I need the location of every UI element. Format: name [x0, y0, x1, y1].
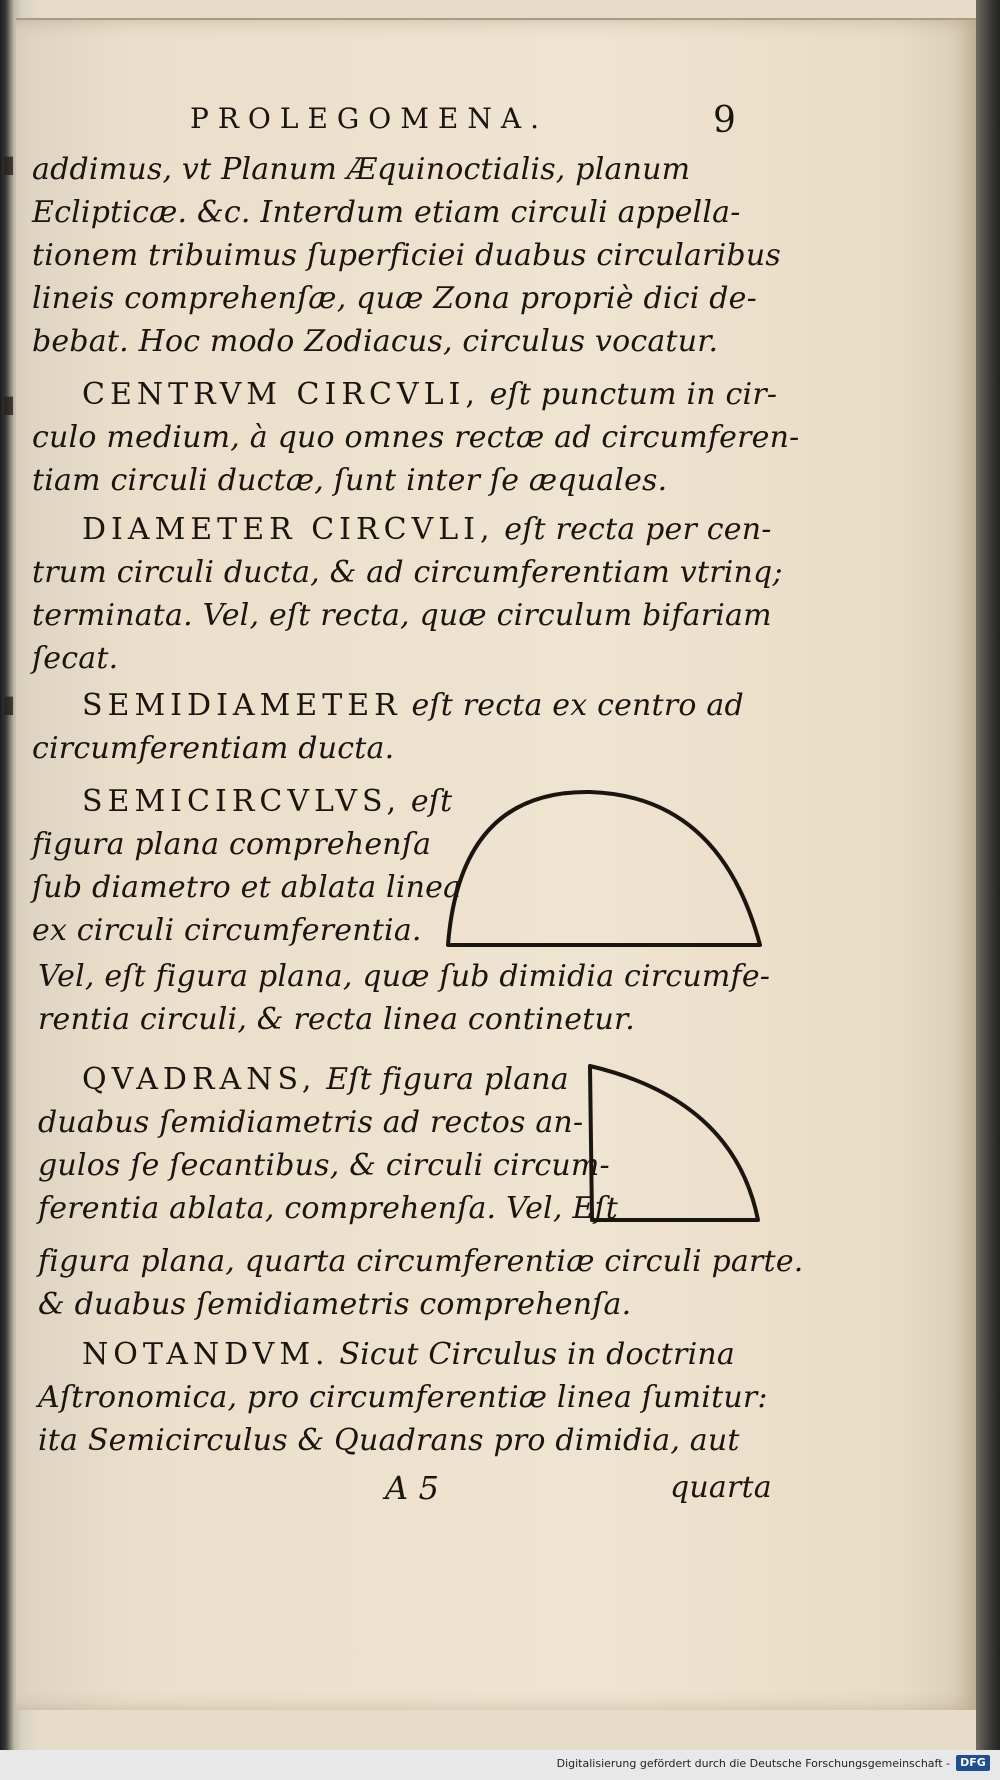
text-line: Aſtronomica, pro circumferentiæ linea ſumitur: [38, 1380, 768, 1415]
text-line: duabus ſemidiametris ad rectos an- [38, 1105, 584, 1140]
term-heading: SEMIDIAMETER [82, 688, 402, 723]
term-heading: DIAMETER CIRCVLI, [82, 512, 495, 547]
definition-line [82, 686, 744, 726]
definition-line [82, 782, 452, 822]
catchword: quarta [670, 1470, 772, 1505]
running-head: PROLEGOMENA. [190, 102, 548, 135]
book-edge [976, 0, 1000, 1750]
text-line: figura plana, quarta circumferentiæ circuli parte. [38, 1244, 804, 1279]
definition-text: eſt recta ex centro ad [411, 688, 744, 723]
text-line: circumferentiam ducta. [32, 731, 395, 766]
page-number: 9 [713, 100, 736, 141]
text-line: trum circuli ducta, & ad circumferentiam vtrinq; [32, 555, 783, 590]
facing-page-fragment: ▮ [2, 150, 16, 178]
text-line: figura plana comprehenſa [32, 827, 432, 862]
semicircle-figure [440, 780, 770, 955]
definition-text: eſt recta per cen- [504, 512, 772, 547]
text-line: ita Semicirculus & Quadrans pro dimidia, aut [38, 1423, 740, 1458]
definition-text: eſt [410, 784, 453, 819]
definition-line [82, 1335, 735, 1375]
definition-line [82, 375, 777, 415]
text-line: tiam circuli ductæ, ſunt inter ſe æquales. [32, 463, 668, 498]
term-heading: CENTRVM CIRCVLI, [82, 377, 480, 412]
definition-line [82, 1060, 569, 1100]
definition-text: Sicut Circulus in doctrina [339, 1337, 735, 1372]
text-line: ferentia ablata, comprehenſa. Vel, Eſt [38, 1191, 618, 1226]
text-line: lineis comprehenſæ, quæ Zona propriè dici de- [32, 281, 757, 316]
term-heading: QVADRANS, [82, 1062, 317, 1097]
dfg-logo: DFG [956, 1755, 990, 1771]
signature-mark: A 5 [385, 1469, 440, 1507]
text-line: ex circuli circumferentia. [32, 913, 422, 948]
text-line: ſecat. [32, 641, 119, 676]
term-heading: NOTANDVM. [82, 1337, 330, 1372]
text-line: bebat. Hoc modo Zodiacus, circulus vocatur. [32, 324, 719, 359]
text-line: Eclipticæ. &c. Interdum etiam circuli appella- [32, 195, 741, 230]
definition-text: eſt punctum in cir- [489, 377, 778, 412]
text-line: rentia circuli, & recta linea continetur. [38, 1002, 635, 1037]
funding-credit: Digitalisierung gefördert durch die Deutsche Forschungsgemeinschaft - [556, 1757, 950, 1770]
text-line: addimus, vt Planum Æquinoctialis, planum [32, 152, 691, 187]
text-line: culo medium, à quo omnes rectæ ad circumferen- [32, 420, 800, 455]
facing-page-fragment: ▮ [2, 690, 16, 718]
text-line: gulos ſe ſecantibus, & circuli circum- [38, 1148, 610, 1183]
text-line: terminata. Vel, eſt recta, quæ circulum bifariam [32, 598, 772, 633]
text-line: tionem tribuimus ſuperficiei duabus circularibus [32, 238, 781, 273]
term-heading: SEMICIRCVLVS, [82, 784, 402, 819]
facing-page-fragment: ▮ [2, 390, 16, 418]
text-line: ſub diametro et ablata linea [32, 870, 462, 905]
text-line: Vel, eſt figura plana, quæ ſub dimidia circumfe- [38, 959, 771, 994]
definition-text: Eſt figura plana [326, 1062, 569, 1097]
definition-line [82, 510, 772, 550]
text-line: & duabus ſemidiametris comprehenſa. [38, 1287, 632, 1322]
quadrant-figure [584, 1060, 764, 1230]
